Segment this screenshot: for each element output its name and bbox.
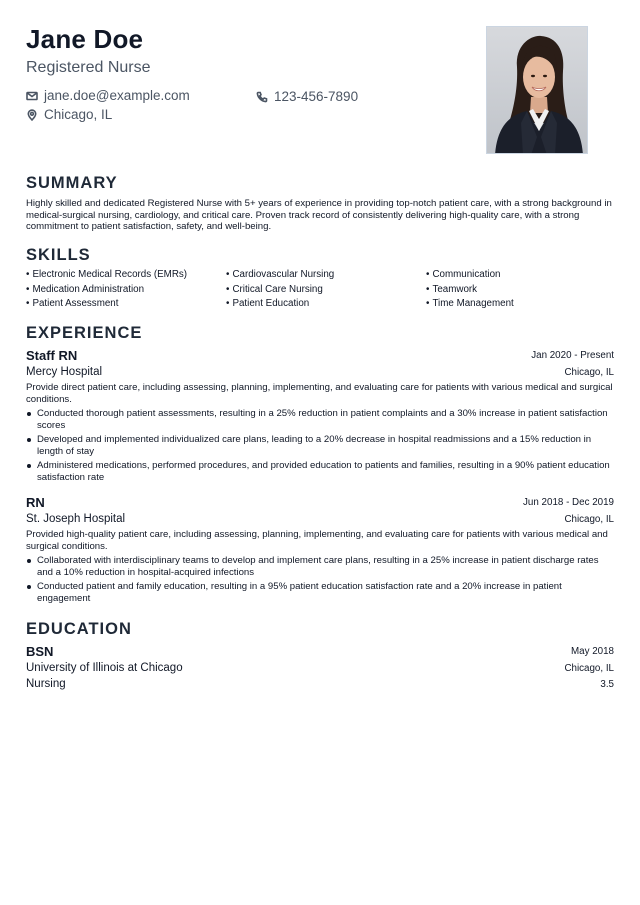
job-bullets: [26, 408, 614, 487]
experience-heading: EXPERIENCE: [26, 324, 143, 342]
profile-photo: [486, 26, 588, 154]
skill-item: • Teamwork: [426, 284, 614, 296]
job-dates: Jan 2020 - Present: [531, 350, 614, 361]
job-description: Provide direct patient care, including assessing, planning, implementing, and evaluating care for patients with various medical and surgical conditions.: [26, 382, 613, 405]
job-title: RN: [26, 495, 45, 510]
gpa: 3.5: [600, 679, 614, 690]
job-bullet: Developed and implemented individualized care plans, leading to a 20% decrease in hospital readmissions and a 15% reduction in length of stay: [26, 434, 614, 457]
phone-icon: [256, 91, 268, 103]
graduation-date: May 2018: [570, 646, 614, 657]
summary-text: Highly skilled and dedicated Registered Nurse with 5+ years of experience in providing top-notch patient care, with a strong background in medical-surgical nursing, cardiology, and critical care. Proven track record of consistently delivering high-quality care, with a strong commitment to patient satisfaction, safety, and well-being.: [26, 198, 612, 233]
candidate-name: Jane Doe: [26, 24, 144, 54]
candidate-role: Registered Nurse: [26, 59, 151, 76]
skill-item: • Time Management: [426, 298, 614, 310]
job-company: St. Joseph Hospital: [26, 513, 126, 525]
job-bullet: Administered medications, performed procedures, and provided education to patients and families, resulting in a 90% patient education satisfaction rate: [26, 460, 614, 483]
email-text: jane.doe@example.com: [44, 88, 190, 103]
skills-heading: SKILLS: [26, 246, 91, 264]
job-company: Mercy Hospital: [26, 366, 103, 378]
skill-item: • Medication Administration: [26, 284, 226, 296]
email-contact[interactable]: [26, 88, 190, 103]
job-description: Provided high-quality patient care, including assessing, planning, implementing, and evaluating care for patients with various medical and surgical conditions.: [26, 529, 608, 552]
job-bullet: Collaborated with interdisciplinary teams to develop and implement care plans, resulting in a 25% increase in patient discharge rates and a 10% reduction in hospital-acquired infections: [26, 555, 614, 578]
skill-item: • Cardiovascular Nursing: [226, 269, 426, 281]
location-text: Chicago, IL: [44, 107, 113, 122]
degree: BSN: [26, 644, 54, 659]
mail-icon: [26, 90, 38, 102]
job-title: Staff RN: [26, 348, 78, 363]
school-name: University of Illinois at Chicago: [26, 662, 183, 674]
skill-item: • Patient Education: [226, 298, 426, 310]
job-bullet: Conducted thorough patient assessments, resulting in a 25% reduction in patient complaints and a 30% increase in patient satisfaction scores: [26, 408, 614, 431]
school-location: Chicago, IL: [564, 663, 614, 674]
portrait-image: [487, 27, 588, 154]
phone-text: 123-456-7890: [274, 89, 359, 104]
phone-contact[interactable]: [256, 89, 358, 104]
major: Nursing: [26, 678, 66, 690]
skill-item: • Patient Assessment: [26, 298, 226, 310]
job-dates: Jun 2018 - Dec 2019: [523, 497, 614, 508]
skills-list: [26, 269, 614, 310]
skill-item: • Critical Care Nursing: [226, 284, 426, 296]
summary-heading: SUMMARY: [26, 174, 118, 192]
location-pin-icon: [26, 109, 38, 121]
skill-item: • Communication: [426, 269, 614, 281]
job-location: Chicago, IL: [564, 367, 614, 378]
location-contact: [26, 107, 112, 122]
skill-item: • Electronic Medical Records (EMRs): [26, 269, 226, 281]
job-location: Chicago, IL: [564, 514, 614, 525]
education-heading: EDUCATION: [26, 620, 132, 638]
job-bullets: [26, 555, 614, 607]
job-bullet: Conducted patient and family education, resulting in a 95% patient education satisfaction rate and a 20% increase in patient engagement: [26, 581, 614, 604]
